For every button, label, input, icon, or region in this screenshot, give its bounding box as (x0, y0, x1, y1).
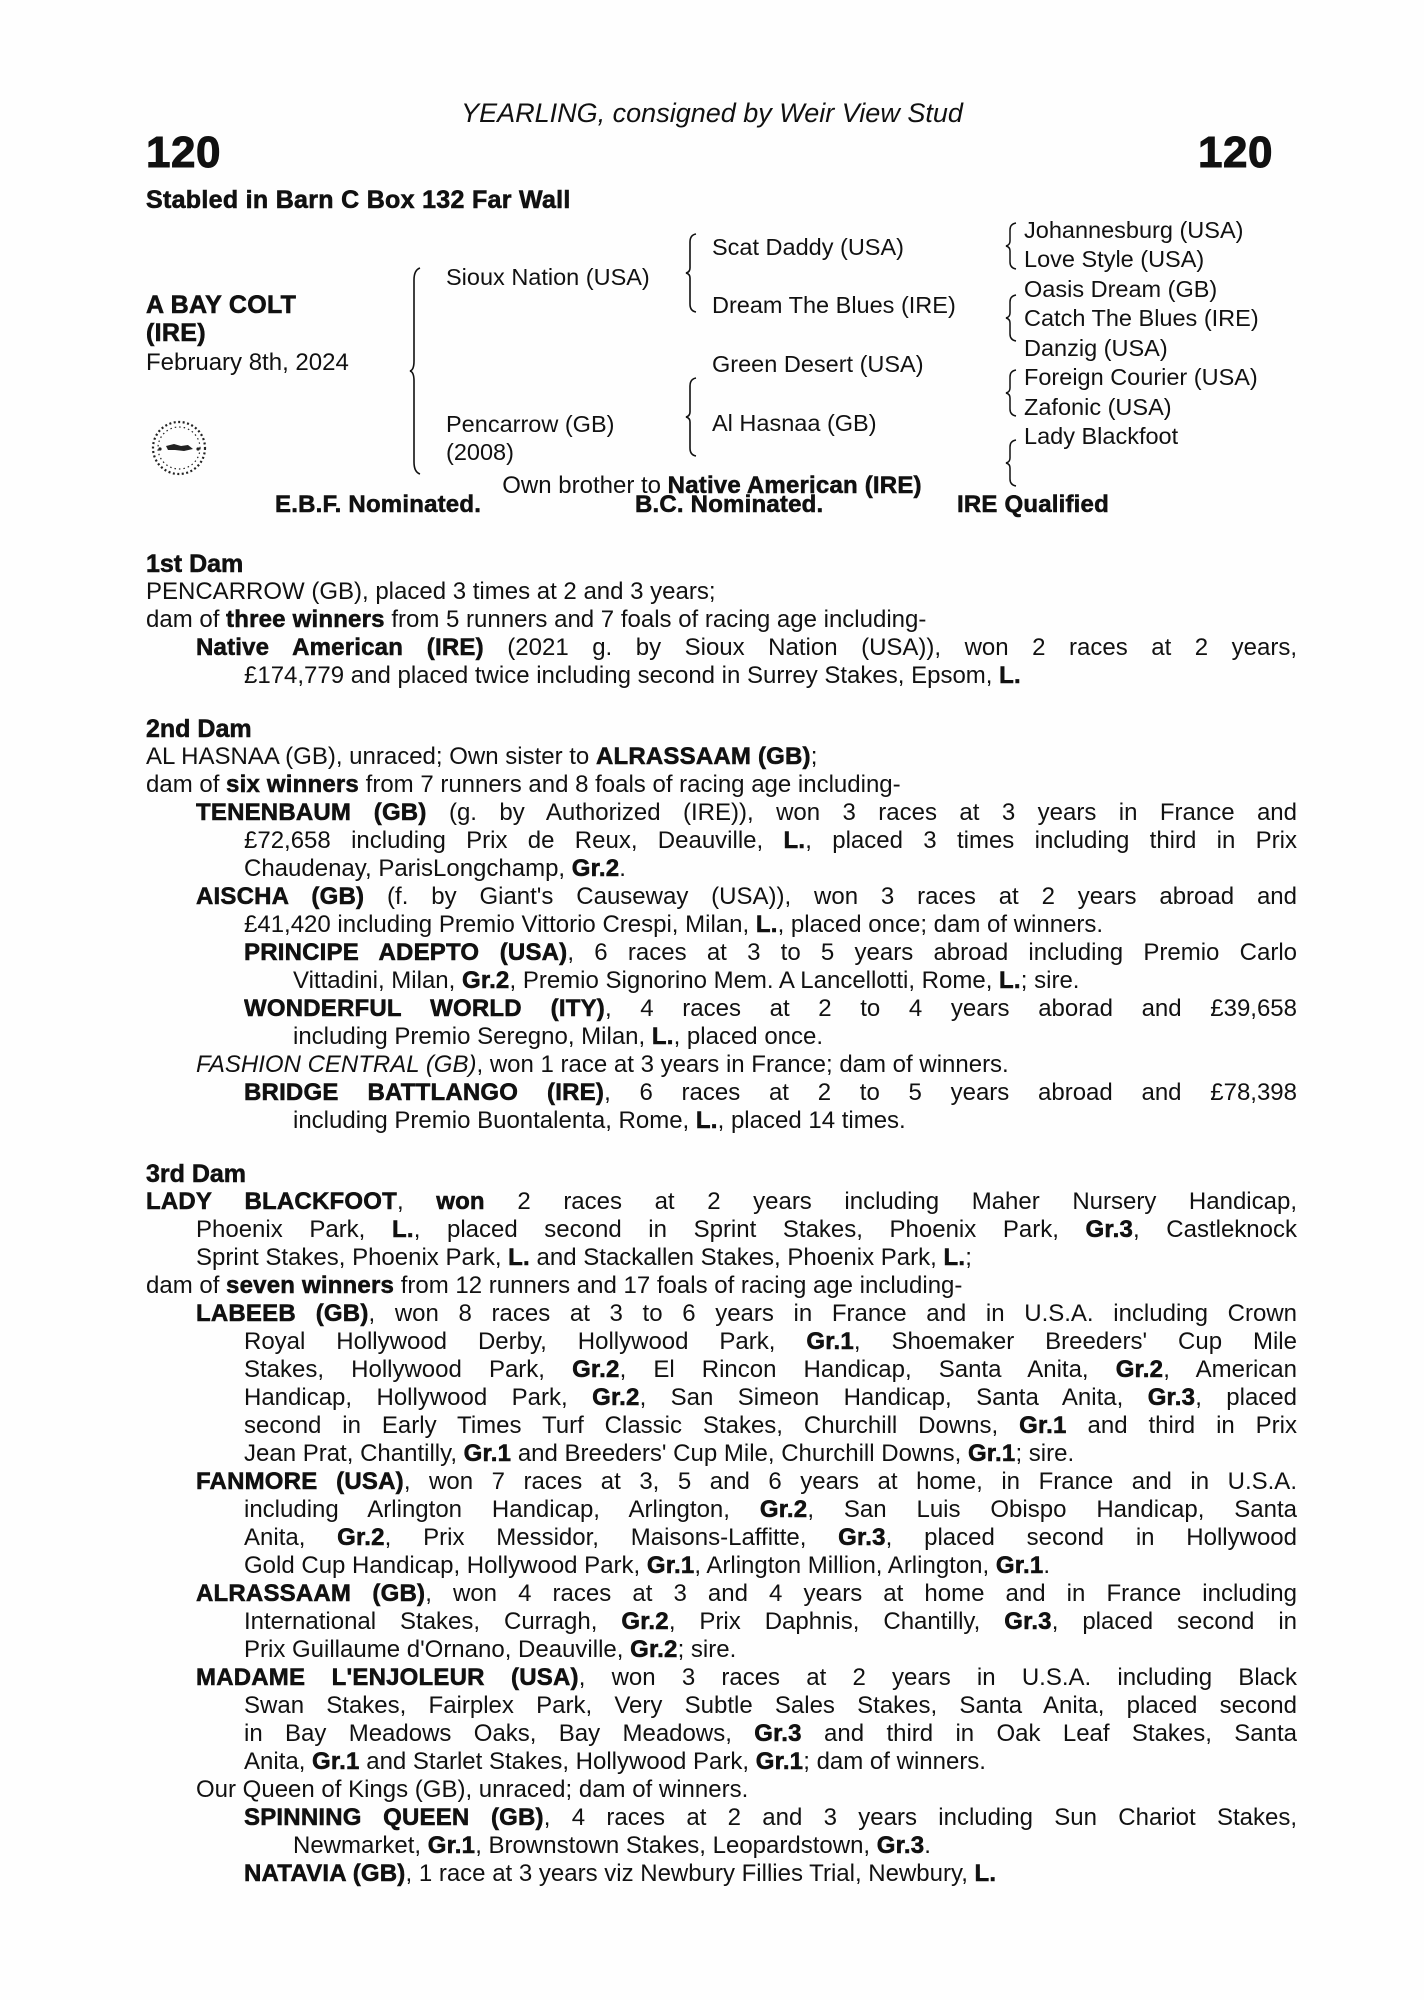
family-line (293, 1107, 906, 1135)
text: Sprint Stakes, Phoenix Park, (196, 1244, 509, 1271)
pedigree-gen4-7: Zafonic (USA) (1024, 394, 1172, 420)
bold-text: Gr.3 (1004, 1608, 1052, 1635)
bold-text: Gr.3 (876, 1832, 925, 1859)
pedigree-gen4-6: Foreign Courier (USA) (1024, 364, 1258, 390)
family-line (196, 1468, 1297, 1496)
text: , won 1 race at 3 years in France; dam of winners. (476, 1051, 1009, 1078)
family-line (244, 911, 1103, 939)
text: £174,779 and placed twice including second in Surrey Stakes, Epsom, (244, 662, 1000, 689)
text: , won 7 races at 3, 5 and 6 years at home, in France and in U.S.A. (403, 1468, 1297, 1495)
pedigree-sire-dam: Dream The Blues (IRE) (712, 292, 956, 318)
bold-text: Gr.2 (337, 1524, 385, 1551)
bold-text: Gr.2 (759, 1496, 808, 1523)
text: , placed second in Sprint Stakes, Phoenix Park, (413, 1216, 1086, 1243)
bc-nominated: B.C. Nominated. (635, 491, 824, 518)
horse-origin: (IRE) (146, 319, 206, 347)
family-line (196, 1580, 1297, 1608)
text: Our Queen of Kings (GB), unraced; dam of winners. (196, 1776, 749, 1803)
bold-text: LADY BLACKFOOT (146, 1188, 397, 1215)
family-line (244, 1412, 1297, 1440)
pedigree-dam: Pencarrow (GB) (446, 411, 615, 437)
text: ; (810, 743, 818, 770)
bold-text: Gr.2 (572, 1356, 620, 1383)
family-line (244, 1860, 996, 1888)
family-line (244, 1384, 1297, 1412)
family-line (244, 1079, 1297, 1107)
text: , 4 races at 2 and 3 years including Sun Chariot Stakes, (543, 1804, 1297, 1831)
text: , Castleknock (1133, 1216, 1297, 1243)
pedigree-gen4-1: Johannesburg (USA) (1024, 217, 1244, 243)
text: , won 4 races at 3 and 4 years at home and in France including (425, 1580, 1297, 1607)
bold-text: Gr.2 (461, 967, 510, 994)
bold-text: Gr.1 (995, 1552, 1044, 1579)
bold-text: six winners (226, 771, 359, 798)
text: , Prix Messidor, Maisons-Laffitte, (384, 1524, 839, 1551)
bold-text: Native American (IRE) (196, 634, 484, 661)
family-line (196, 1216, 1297, 1244)
family-line (146, 1188, 1297, 1216)
family-line (196, 1300, 1297, 1328)
family-line (146, 578, 716, 606)
bold-text: WONDERFUL WORLD (ITY) (244, 995, 605, 1022)
text: dam of (146, 1272, 227, 1299)
text: Newmarket, (293, 1832, 428, 1859)
family-line (244, 1748, 986, 1776)
pedigree-sire: Sioux Nation (USA) (446, 264, 650, 290)
consignment-line: YEARLING, consigned by Weir View Stud (461, 98, 963, 128)
family-line (196, 1776, 748, 1804)
text: , American (1163, 1356, 1297, 1383)
family-line (146, 1272, 962, 1300)
bold-text: Gr.2 (571, 855, 620, 882)
family-line (196, 634, 1297, 662)
bold-text: L. (974, 1860, 997, 1887)
text: Phoenix Park, (196, 1216, 392, 1243)
pedigree-gen4-8: Lady Blackfoot (1024, 423, 1179, 449)
bold-text: Gr.1 (312, 1748, 360, 1775)
family-line (293, 1832, 931, 1860)
text: ; sire. (1020, 967, 1080, 994)
bold-text: Gr.3 (1085, 1216, 1133, 1243)
bold-text: Gr.2 (1115, 1356, 1164, 1383)
bold-text: LABEEB (GB) (196, 1300, 369, 1327)
text: . (924, 1832, 931, 1859)
text: (g. by Authorized (IRE)), won 3 races at 3 years in France and (426, 799, 1297, 826)
text: £72,658 including Prix de Reux, Deauville, (244, 827, 784, 854)
text: dam of (146, 606, 227, 633)
text: including Premio Buontalenta, Rome, (293, 1107, 696, 1134)
text: Vittadini, Milan, (293, 967, 462, 994)
family-line (293, 967, 1079, 995)
family-line (196, 799, 1297, 827)
text: and third in Prix (1066, 1412, 1297, 1439)
bold-text: Gr.1 (646, 1552, 695, 1579)
own-brother-prefix: Own brother to (502, 472, 668, 499)
bold-text: L. (755, 911, 778, 938)
pedigree-gen4-4: Catch The Blues (IRE) (1024, 305, 1259, 331)
bold-text: L. (695, 1107, 718, 1134)
bold-text: ALRASSAAM (GB) (595, 743, 811, 770)
text: ; sire. (1015, 1440, 1075, 1467)
family-line (244, 1804, 1297, 1832)
pedigree-gen4-2: Love Style (USA) (1024, 246, 1205, 272)
family-line (244, 855, 626, 883)
family-line (244, 1496, 1297, 1524)
bold-text: FANMORE (USA) (196, 1468, 404, 1495)
bold-text: Gr.2 (630, 1636, 678, 1663)
text: , 6 races at 2 to 5 years abroad and £78,398 (604, 1079, 1297, 1106)
bold-text: L. (999, 967, 1021, 994)
bold-text: NATAVIA (GB) (244, 1860, 406, 1887)
text: Prix Guillaume d'Ornano, Deauville, (244, 1636, 631, 1663)
text: from 5 runners and 7 foals of racing age including- (384, 606, 927, 633)
text: PENCARROW (GB), placed 3 times at 2 and 3 years; (146, 578, 716, 605)
family-line (244, 1328, 1297, 1356)
family-line (244, 1524, 1297, 1552)
bold-text: L. (783, 827, 806, 854)
bold-text: ALRASSAAM (GB) (196, 1580, 426, 1607)
text: £41,420 including Premio Vittorio Crespi, Milan, (244, 911, 756, 938)
text: , placed second in (1051, 1608, 1297, 1635)
family-line (244, 1636, 736, 1664)
text: , Premio Signorino Mem. A Lancellotti, Rome, (509, 967, 1000, 994)
text: Gold Cup Handicap, Hollywood Park, (244, 1552, 647, 1579)
text: (f. by Giant's Causeway (USA)), won 3 races at 2 years abroad and (364, 883, 1297, 910)
text: and Stackallen Stakes, Phoenix Park, (529, 1244, 944, 1271)
bold-text: Gr.1 (967, 1440, 1016, 1467)
bold-text: L. (651, 1023, 674, 1050)
text: Swan Stakes, Fairplex Park, Very Subtle Sales Stakes, Santa Anita, placed second (244, 1692, 1297, 1719)
pedigree-brace-dam (686, 376, 698, 458)
text: and Starlet Stakes, Hollywood Park, (359, 1748, 756, 1775)
text: 2 races at 2 years including Maher Nursery Handicap, (484, 1188, 1297, 1215)
family-line (196, 883, 1297, 911)
family-line (196, 1244, 972, 1272)
pedigree-brace-g3-2 (1006, 293, 1018, 343)
bold-text: Gr.2 (592, 1384, 640, 1411)
text: , 1 race at 3 years viz Newbury Fillies Trial, Newbury, (405, 1860, 975, 1887)
bold-text: SPINNING QUEEN (GB) (244, 1804, 544, 1831)
family-line (244, 827, 1297, 855)
family-line (244, 1356, 1297, 1384)
text: , Shoemaker Breeders' Cup Mile (853, 1328, 1297, 1355)
text: , Prix Daphnis, Chantilly, (668, 1608, 1005, 1635)
pedigree-dam-year: (2008) (446, 439, 514, 465)
text: , San Simeon Handicap, Santa Anita, (639, 1384, 1148, 1411)
text: Chaudenay, ParisLongchamp, (244, 855, 572, 882)
own-brother-name: Native American (IRE) (667, 472, 922, 499)
family-line (293, 1023, 823, 1051)
text: , San Luis Obispo Handicap, Santa (807, 1496, 1297, 1523)
family-line (244, 1692, 1297, 1720)
text: AL HASNAA (GB), unraced; Own sister to (146, 743, 596, 770)
bold-text: Gr.2 (621, 1608, 669, 1635)
text: Anita, (244, 1748, 313, 1775)
bold-text: Gr.1 (463, 1440, 512, 1467)
family-line (244, 1720, 1297, 1748)
text: Handicap, Hollywood Park, (244, 1384, 593, 1411)
text: dam of (146, 771, 227, 798)
lot-number-left: 120 (146, 128, 221, 177)
bold-text: L. (943, 1244, 966, 1271)
family-line (244, 995, 1297, 1023)
text: ; sire. (677, 1636, 737, 1663)
bold-text: TENENBAUM (GB) (196, 799, 427, 826)
bold-text: three winners (226, 606, 385, 633)
text: , placed 3 times including third in Prix (805, 827, 1297, 854)
pedigree-brace-g3-1 (1006, 221, 1018, 271)
family-line (244, 939, 1297, 967)
bold-text: Gr.3 (1147, 1384, 1196, 1411)
family-line (196, 1051, 1009, 1079)
text: , 6 races at 3 to 5 years abroad including Premio Carlo (567, 939, 1297, 966)
text: Stakes, Hollywood Park, (244, 1356, 573, 1383)
foaling-date: February 8th, 2024 (146, 349, 349, 376)
text: , placed 14 times. (717, 1107, 906, 1134)
bold-text: Gr.1 (755, 1748, 804, 1775)
text: , won 3 races at 2 years in U.S.A. including Black (578, 1664, 1297, 1691)
family-line (146, 771, 901, 799)
family-line (196, 1664, 1297, 1692)
bold-text: L. (508, 1244, 530, 1271)
bold-text: Gr.1 (806, 1328, 854, 1355)
text: and third in Oak Leaf Stakes, Santa (801, 1720, 1297, 1747)
text: from 12 runners and 17 foals of racing age including- (394, 1272, 963, 1299)
text: including Arlington Handicap, Arlington, (244, 1496, 760, 1523)
bold-text: seven winners (226, 1272, 395, 1299)
text: , El Rincon Handicap, Santa Anita, (619, 1356, 1116, 1383)
text: second in Early Times Turf Classic Stakes, Churchill Downs, (244, 1412, 1020, 1439)
text: ; dam of winners. (803, 1748, 986, 1775)
text: including Premio Seregno, Milan, (293, 1023, 652, 1050)
family-line (146, 743, 817, 771)
section-heading: 1st Dam (146, 550, 244, 578)
lot-number-right: 120 (1198, 128, 1273, 177)
family-line (146, 606, 926, 634)
pedigree-brace-sire (686, 232, 698, 314)
text: ; (965, 1244, 972, 1271)
text: , placed once; dam of winners. (777, 911, 1104, 938)
text: . (1043, 1552, 1051, 1579)
text: (2021 g. by Sioux Nation (USA)), won 2 races at 2 years, (483, 634, 1297, 661)
pedigree-brace-gen1 (410, 266, 422, 476)
bold-text: Gr.3 (838, 1524, 886, 1551)
pedigree-dam-dam: Al Hasnaa (GB) (712, 410, 877, 436)
text: in Bay Meadows Oaks, Bay Meadows, (244, 1720, 755, 1747)
bold-text: MADAME L'ENJOLEUR (USA) (196, 1664, 579, 1691)
text: , placed (1195, 1384, 1297, 1411)
bold-text: Gr.1 (427, 1832, 476, 1859)
horse-name: A BAY COLT (146, 291, 297, 319)
text: , Arlington Million, Arlington, (694, 1552, 996, 1579)
pedigree-gen4-5: Danzig (USA) (1024, 335, 1168, 361)
pedigree-brace-g3-3 (1006, 368, 1018, 418)
bold-text: AISCHA (GB) (196, 883, 365, 910)
text: , 4 races at 2 to 4 years aborad and £39,658 (604, 995, 1297, 1022)
text: , placed second in Hollywood (885, 1524, 1297, 1551)
bold-text: Gr.3 (754, 1720, 802, 1747)
text: . (619, 855, 626, 882)
bold-text: L. (999, 662, 1021, 689)
section-heading: 3rd Dam (146, 1160, 247, 1188)
text: and Breeders' Cup Mile, Churchill Downs, (511, 1440, 968, 1467)
text: , placed once. (673, 1023, 824, 1050)
text: , won 8 races at 3 to 6 years in France and in U.S.A. including Crown (368, 1300, 1297, 1327)
stabling-info: Stabled in Barn C Box 132 Far Wall (146, 186, 571, 214)
pedigree-gen4-3: Oasis Dream (GB) (1024, 276, 1218, 302)
text: Anita, (244, 1524, 338, 1551)
ire-qualified: IRE Qualified (957, 491, 1109, 518)
family-line (244, 662, 1021, 690)
bold-text: BRIDGE BATTLANGO (IRE) (244, 1079, 605, 1106)
ebf-nominated: E.B.F. Nominated. (275, 491, 482, 518)
bold-text: PRINCIPE ADEPTO (USA) (244, 939, 568, 966)
bold-text: Gr.1 (1019, 1412, 1067, 1439)
text: Royal Hollywood Derby, Hollywood Park, (244, 1328, 807, 1355)
text: Jean Prat, Chantilly, (244, 1440, 464, 1467)
text: , (396, 1188, 437, 1215)
bold-text: won (436, 1188, 485, 1215)
text: from 7 runners and 8 foals of racing age including- (358, 771, 901, 798)
family-line (244, 1552, 1050, 1580)
section-heading: 2nd Dam (146, 715, 252, 743)
text: , Brownstown Stakes, Leopardstown, (475, 1832, 877, 1859)
italic-text: FASHION CENTRAL (GB) (196, 1051, 477, 1078)
text: International Stakes, Curragh, (244, 1608, 622, 1635)
bold-text: L. (391, 1216, 414, 1243)
family-line (244, 1440, 1074, 1468)
family-line (244, 1608, 1297, 1636)
pedigree-dam-sire: Green Desert (USA) (712, 351, 924, 377)
pedigree-sire-sire: Scat Daddy (USA) (712, 234, 904, 260)
